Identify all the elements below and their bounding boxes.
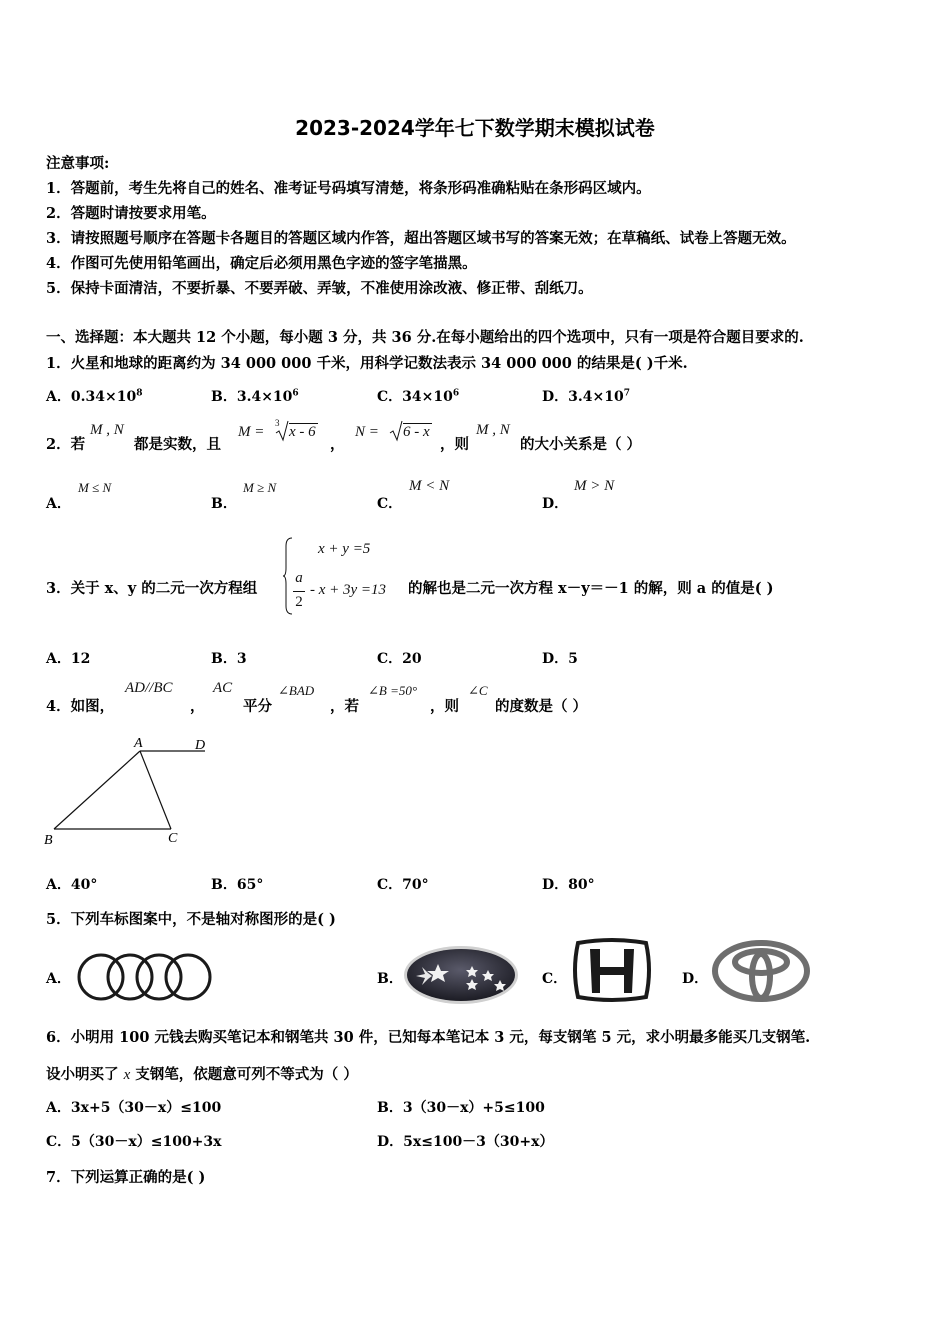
q1-option-b[interactable]: B．$3.4\times 10^6$ <box>211 388 299 405</box>
vertex-d-label: D <box>195 738 206 753</box>
q4-if: ，若 <box>330 698 359 715</box>
q2-text-1: 都是实数，且 <box>134 436 221 453</box>
line-ac <box>140 751 171 829</box>
notice-item-2: 2．答题时请按要求用笔。 <box>46 205 216 222</box>
q2-option-b-expr: M ≥ N <box>243 480 277 495</box>
q2-root-index: 3 <box>275 418 280 428</box>
q1-option-d[interactable]: D．$3.4\times 10^7$ <box>542 388 630 405</box>
q4-angle-c: ∠C <box>468 683 488 698</box>
q4-then: ，则 <box>430 698 459 715</box>
q2-mn-2: M , N <box>476 422 510 438</box>
q2-mn-1: M , N <box>90 422 124 438</box>
q4-figure <box>40 730 220 850</box>
q2-text-3: 的大小关系是（ ） <box>520 436 642 453</box>
q4-option-d[interactable]: D．80° <box>542 877 595 893</box>
q5-option-b-label[interactable]: B． <box>377 971 403 987</box>
four-rings-logo <box>74 951 216 1003</box>
section-heading: 一、选择题：本大题共 12 个小题，每小题 3 分，共 36 分.在每小题给出的四个选项中，只有一项是符合题目要求的. <box>46 329 804 346</box>
q2-text-2: ，则 <box>440 436 469 453</box>
q3-fraction-bar <box>293 591 305 592</box>
q3-equation-1: x + y =5 <box>318 541 371 557</box>
q3-option-c[interactable]: C．20 <box>377 651 422 667</box>
q5-stem: 5．下列车标图案中，不是轴对称图形的是( ) <box>46 911 336 928</box>
line-ab <box>54 751 140 829</box>
q4-parallel: AD//BC <box>125 680 173 696</box>
q4-option-a[interactable]: A．40° <box>46 877 98 893</box>
q5-option-d-label[interactable]: D． <box>682 971 709 987</box>
q2-m-radicand: x - 6 <box>289 424 316 440</box>
q1-stem: 1．火星和地球的距离约为 34 000 000 千米，用科学记数法表示 34 000 000 的结果是( )千米. <box>46 355 688 372</box>
q2-option-c-label[interactable]: C． <box>377 496 403 512</box>
q3-fraction-denominator: 2 <box>295 594 303 610</box>
q2-option-a-expr: M ≤ N <box>78 480 112 495</box>
q2-radical-sign-2 <box>389 420 403 442</box>
notice-item-5: 5．保持卡面清洁，不要折暴、不要弄破、弄皱，不准使用涂改液、修正带、刮纸刀。 <box>46 280 593 297</box>
q2-m-lhs: M = <box>238 424 265 440</box>
q3-option-b[interactable]: B．3 <box>211 651 247 667</box>
q3-equation-2: - x + 3y =13 <box>310 582 387 598</box>
q2-n-radicand: 6 - x <box>403 424 430 440</box>
notice-heading: 注意事项: <box>46 155 110 172</box>
notice-item-3: 3．请按照题号顺序在答题卡各题目的答题区域内作答，超出答题区域书写的答案无效；在草稿纸、试卷上答题无效。 <box>46 230 796 247</box>
q4-bisect: 平分 <box>243 698 272 715</box>
vertex-b-label: B <box>44 833 53 848</box>
q4-angle-b: ∠B =50° <box>368 683 418 698</box>
q2-n-lhs: N = <box>355 424 379 440</box>
q6-stem: 6．小明用 100 元钱去购买笔记本和钢笔共 30 件，已知每本笔记本 3 元，每支钢笔 5 元，求小明最多能买几支钢笔. <box>46 1029 811 1046</box>
q4-number: 4．如图， <box>46 698 115 715</box>
page-title: 2023-2024学年七下数学期末模拟试卷 <box>295 116 655 140</box>
q2-radical-sign-1 <box>275 420 289 442</box>
h-letter-logo <box>570 937 654 1003</box>
q3-option-a[interactable]: A．12 <box>46 651 91 667</box>
three-ellipses-logo <box>710 938 812 1004</box>
vertex-c-label: C <box>168 831 178 846</box>
q3-prefix: 3．关于 x、y 的二元一次方程组 <box>46 580 258 597</box>
q4-option-c[interactable]: C．70° <box>377 877 429 893</box>
q6-line2: 设小明买了 x 支钢笔，依题意可列不等式为（ ） <box>46 1066 358 1083</box>
q4-option-b[interactable]: B．65° <box>211 877 264 893</box>
q2-option-d-expr: M > N <box>574 478 615 494</box>
q6-variable: x <box>123 1067 131 1083</box>
q3-suffix: 的解也是二元一次方程 x－y＝－1 的解，则 a 的值是( ) <box>408 580 774 597</box>
six-stars-oval-logo <box>402 944 520 1006</box>
q5-option-c-label[interactable]: C． <box>542 971 568 987</box>
q2-option-c-expr: M < N <box>409 478 450 494</box>
q4-tail: 的度数是（ ） <box>495 698 588 715</box>
notice-item-1: 1．答题前，考生先将自己的姓名、准考证号码填写清楚，将条形码准确粘贴在条形码区域内。 <box>46 180 651 197</box>
q3-fraction-numerator: a <box>295 570 303 586</box>
q2-number: 2．若 <box>46 436 86 453</box>
q2-option-b-label[interactable]: B． <box>211 496 237 512</box>
q7-stem: 7．下列运算正确的是( ) <box>46 1169 206 1186</box>
vertex-a-label: A <box>134 736 143 751</box>
q6-option-b[interactable]: B．3（30－x）+5≤100 <box>377 1100 545 1116</box>
q4-comma: ， <box>190 698 205 715</box>
q4-ac: AC <box>213 680 233 696</box>
q2-option-d-label[interactable]: D． <box>542 496 569 512</box>
q1-option-c[interactable]: C．$34\times 10^6$ <box>377 388 460 405</box>
q6-option-a[interactable]: A．3x+5（30－x）≤100 <box>46 1100 222 1116</box>
q1-option-a[interactable]: A．$0.34\times 10^8$ <box>46 388 143 405</box>
q3-option-d[interactable]: D．5 <box>542 651 578 667</box>
q4-angle-bad: ∠BAD <box>278 683 315 698</box>
q6-option-d[interactable]: D．5x≤100－3（30+x） <box>377 1134 554 1150</box>
q2-comma: ， <box>330 436 345 453</box>
q5-option-a-label[interactable]: A． <box>46 971 71 987</box>
q6-option-c[interactable]: C．5（30－x）≤100+3x <box>46 1134 222 1150</box>
notice-item-4: 4．作图可先使用铅笔画出，确定后必须用黑色字迹的签字笔描黑。 <box>46 255 477 272</box>
q2-option-a-label[interactable]: A． <box>46 496 71 512</box>
